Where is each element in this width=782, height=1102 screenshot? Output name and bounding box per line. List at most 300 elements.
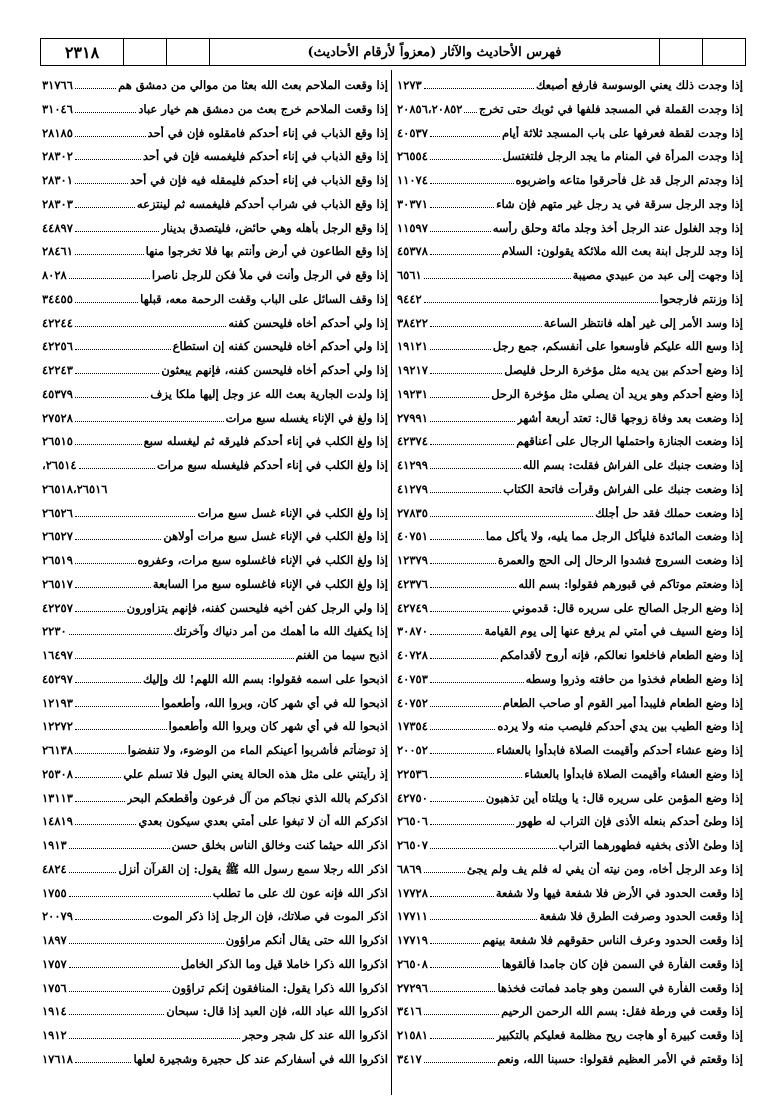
hadith-number: ٢٨٤٦١ xyxy=(42,244,73,259)
index-entry xyxy=(42,672,388,696)
entry-text: إذا ولدت الجارية بعث الله عز وجل إليها ملكا يزف xyxy=(150,386,388,401)
dot-leader xyxy=(430,421,515,422)
index-entry xyxy=(42,981,388,1005)
index-entry xyxy=(42,387,388,411)
index-entry xyxy=(397,316,743,340)
hadith-number: ٢٦٥١٩ xyxy=(42,553,73,567)
entry-text: إذا وقف السائل على الباب وقفت الرحمة معه، قبلها xyxy=(140,291,388,306)
dot-leader xyxy=(430,801,484,802)
entry-text: إذا ولي أحدكم أخاه فليحسن كفنه، فإنهم يبعثون xyxy=(161,363,388,377)
hadith-number: ١٣١١٣ xyxy=(42,790,73,805)
entry-text: إذا وطئ الأذى بخفيه فطهورهما التراب xyxy=(558,838,743,852)
index-entry xyxy=(397,363,743,387)
index-entry xyxy=(397,126,743,150)
dot-leader xyxy=(430,563,496,564)
entry-text: إذا وضعت جنبك على الفراش فقلت: بسم الله xyxy=(522,458,743,472)
hadith-number: ٤٢٢٥٧ xyxy=(42,600,73,615)
entry-text: إذا وضعت بعد وفاة زوجها قال: تعتد أربعة أشهر xyxy=(516,410,743,425)
header-blank-cell xyxy=(166,39,209,65)
hadith-number: ٢٦٥٥٤ xyxy=(397,149,428,164)
entry-text: إذا وقع الذباب في شراب أحدكم فليغمسه ثم لينتزعه xyxy=(136,196,388,211)
dot-leader xyxy=(430,254,500,255)
dot-leader xyxy=(75,207,135,208)
entry-text: إذا وضع الطيب بين يدي أحدكم فليصب منه ولا يرده xyxy=(497,719,743,734)
index-entry xyxy=(397,1004,743,1028)
entry-text: إذا وضعت المائدة فليأكل الرجل مما يليه، ولا يأكل مما xyxy=(485,529,743,544)
dot-leader xyxy=(75,373,160,374)
page-header xyxy=(40,38,746,66)
dot-leader xyxy=(430,136,500,137)
hadith-number: ٣١٠٤٦ xyxy=(42,101,73,116)
dot-leader xyxy=(75,682,141,683)
entry-text: اذكر الموت في صلاتك، فإن الرجل إذا ذكر الموت xyxy=(152,909,388,924)
dot-leader xyxy=(430,397,489,398)
index-entry xyxy=(397,981,743,1005)
entry-text: إذا وضع الطعام فاخلعوا نعالكم، فإنه أروح لأقدامكم xyxy=(500,648,743,662)
entry-text: إذا ولغ الكلب في الإناء غسل سبع مرات xyxy=(197,505,388,520)
hadith-number: ٤٢٧٥٠ xyxy=(397,790,428,805)
hadith-number: ١٩١٢١ xyxy=(397,339,428,354)
entry-text: اذكروا الله ذكرا خاملا قيل وما الذكر الخامل xyxy=(180,956,388,971)
dot-leader xyxy=(69,278,150,279)
index-entry xyxy=(397,173,743,197)
hadith-number: ٨٠٢٨ xyxy=(42,268,67,282)
entry-text: إذا وجد الغلول عند الرجل أخذ وجلد مائة وحلق رأسه xyxy=(492,220,743,235)
entry-text: إذا يكفيك الله ما أهمك من أمر دنياك وآخرتك xyxy=(173,624,388,639)
entry-text: اذكركم بالله الذي نجاكم من آل فرعون وأقطعكم البحر xyxy=(126,790,388,805)
dot-leader xyxy=(75,136,146,137)
dot-leader xyxy=(430,682,524,683)
hadith-number: ٢٦٥٠٨ xyxy=(397,956,428,971)
dot-leader xyxy=(69,1038,240,1039)
entry-text: إذا وجد الرجل سرقة في يد رجل غير متهم فإن شاء xyxy=(496,196,743,211)
hadith-number: ١٢٢٧٢ xyxy=(42,719,73,734)
hadith-number: ٢٨٣٠٢ xyxy=(42,149,73,164)
dot-leader xyxy=(430,231,491,232)
hadith-number: ٢٦٥١٧ xyxy=(42,576,73,591)
dot-leader xyxy=(430,896,494,897)
dot-leader xyxy=(430,159,501,160)
dot-leader xyxy=(69,896,211,897)
dot-leader xyxy=(424,1062,496,1063)
dot-leader xyxy=(75,88,116,89)
hadith-number: ٤٢٢٥٦ xyxy=(42,339,73,354)
index-entry xyxy=(42,624,388,648)
index-entry xyxy=(397,482,743,506)
dot-leader xyxy=(75,516,196,517)
hadith-number: ٢٧٨٣٥ xyxy=(397,505,428,520)
index-entry xyxy=(397,838,743,862)
hadith-number: ١١٠٧٤ xyxy=(397,173,428,187)
entry-text: إذا ولي أحدكم أخاه فليحسن كفنه إن استطاع xyxy=(172,339,388,354)
entry-text: اذكروا الله في أسفاركم عند كل حجيرة وشجيرة لعلها xyxy=(133,1051,388,1066)
entry-text: إذا وسع الله عليكم فأوسعوا على أنفسكم، جمع رجل xyxy=(492,339,743,354)
dot-leader xyxy=(430,848,557,849)
hadith-number: ٢٠٠٧٩ xyxy=(42,909,73,924)
index-entry xyxy=(42,411,388,435)
entry-text: اذكر الله رجلا سمع رسول الله ﷺ يقول: إن القرآن أنزل xyxy=(118,861,388,876)
hadith-number: ٣٤١٦ xyxy=(397,1004,422,1019)
hadith-number: ١٧٧١٩ xyxy=(397,933,428,947)
index-entry xyxy=(397,791,743,815)
dot-leader xyxy=(424,302,658,303)
hadith-number: ٤٠٥٣٧ xyxy=(397,125,428,140)
dot-leader xyxy=(430,516,593,517)
hadith-number: ١٧٥٧ xyxy=(42,956,67,971)
index-entry xyxy=(42,506,388,530)
dot-leader xyxy=(75,183,128,184)
dot-leader xyxy=(430,991,496,992)
hadith-number: ١١٥٩٧ xyxy=(397,220,428,235)
right-column xyxy=(397,78,743,1076)
entry-text: إذا وقعت الملاحم بعث الله بعثا من موالي من دمشق هم xyxy=(118,78,388,92)
hadith-number: ٢٦٥٠٧ xyxy=(397,838,428,852)
page-number: ٢٣١٨ xyxy=(64,42,100,62)
index-entry xyxy=(397,197,743,221)
index-entry xyxy=(42,933,388,957)
dot-leader xyxy=(75,349,171,350)
index-entry xyxy=(397,909,743,933)
dot-leader xyxy=(75,444,142,445)
dot-leader xyxy=(430,349,491,350)
hadith-number: ٤٥٣٧٩ xyxy=(42,386,73,401)
entry-text: إذا وجدت القملة في المسجد فلفها في ثوبك حتى تخرج xyxy=(479,101,743,116)
entry-text: اذبحوا لله في أي شهر كان، وبروا الله، وأطعموا xyxy=(161,695,388,710)
dot-leader xyxy=(75,231,159,232)
hadith-number: ١٨٩٧ xyxy=(42,933,67,947)
hadith-number: ٤٢٧٤٩ xyxy=(397,600,428,615)
dot-leader xyxy=(69,848,170,849)
hadith-number: ١٩١٣ xyxy=(42,838,67,852)
index-entry xyxy=(42,221,388,245)
hadith-number: ٢٢٣٠ xyxy=(42,624,67,639)
index-entry xyxy=(397,553,743,577)
entry-text: إذا وقع الطاعون في أرض وأنتم بها فلا تخرجوا منها xyxy=(145,244,388,259)
hadith-number: ٤٠٧٥١ xyxy=(397,529,428,544)
index-entry xyxy=(42,458,388,482)
dot-leader xyxy=(430,207,494,208)
hadith-number: ٢٧٢٩٦ xyxy=(397,980,428,995)
entry-text: إذا وضع الطعام فليبدأ أمير القوم أو صاحب الطعام xyxy=(502,695,743,710)
hadith-number: ١٩١٢ xyxy=(42,1028,67,1042)
index-entry xyxy=(397,886,743,910)
hadith-number: ١٧٧١١ xyxy=(397,909,428,924)
dot-leader xyxy=(430,1038,494,1039)
entry-text: إذا وقعت الحدود في الأرض فلا شفعة فيها ولا شفعة xyxy=(495,885,743,900)
hadith-number: ٤٢٢٤٣ xyxy=(42,363,73,377)
index-entry xyxy=(42,1028,388,1052)
hadith-number: ٣٤٤٥٥ xyxy=(42,291,73,306)
entry-text: إذا وضع المؤمن على سريره قال: يا ويلتاه أين تذهبون xyxy=(485,790,743,805)
index-entry xyxy=(397,624,743,648)
left-column xyxy=(42,78,388,1076)
entry-text: إذا وجدتم الرجل قد غل فأحرقوا متاعه واضربوه xyxy=(515,173,743,187)
index-entry xyxy=(42,434,388,458)
dot-leader xyxy=(430,824,514,825)
dot-leader xyxy=(75,753,126,754)
hadith-number: ١٦٤٩٧ xyxy=(42,648,73,662)
entry-text: إذا وضع أحدكم بين يديه مثل مؤخرة الرحل فليصل xyxy=(504,363,743,377)
hadith-number: ٤٤٨٩٧ xyxy=(42,220,73,235)
hadith-number: ٢٢٥٣٦ xyxy=(397,766,428,781)
index-entry xyxy=(397,78,743,102)
hadith-number: ٢٨٣٠١ xyxy=(42,173,73,187)
entry-text: إذا وقعت الفأرة في السمن فإن كان جامدا فألقوها xyxy=(501,956,743,971)
index-entry xyxy=(397,506,743,530)
dot-leader xyxy=(430,919,537,920)
hadith-number: ٢٦٥٢٧ xyxy=(42,529,73,544)
index-entry xyxy=(42,743,388,767)
entry-text: إذا وزنتم فارجحوا xyxy=(659,291,743,306)
index-entry xyxy=(397,339,743,363)
index-entry xyxy=(42,197,388,221)
hadith-number: ٤٨٢٤ xyxy=(42,861,67,876)
entry-text: إذا وضع العشاء وأقيمت الصلاة فابدأوا بالعشاء xyxy=(524,766,743,781)
entry-text: إذا وضعت السروج فشدوا الرحال إلى الحج والعمرة xyxy=(497,553,743,567)
entry-text: إذا وقعت الحدود وصرفت الطرق فلا شفعة xyxy=(539,909,743,924)
index-entry xyxy=(397,411,743,435)
index-entry xyxy=(397,601,743,625)
hadith-number: ٣٠٣٧١ xyxy=(397,196,428,211)
hadith-number: ١٤٨١٩ xyxy=(42,814,73,829)
dot-leader xyxy=(430,587,516,588)
dot-leader xyxy=(464,112,477,113)
dot-leader xyxy=(75,563,136,564)
page-title: فهرس الأحاديث والآثار (معزواً لأرقام الأحاديث) xyxy=(209,39,659,65)
entry-text: إذا وضع الطعام فخذوا من حافته وذروا وسطه xyxy=(525,671,743,686)
index-entry xyxy=(397,221,743,245)
index-entry xyxy=(42,814,388,838)
dot-leader xyxy=(424,278,571,279)
entry-text: إذا وضعتم موتاكم في قبورهم فقولوا: بسم الله xyxy=(518,576,743,591)
entry-text: إذا ولغ الكلب في الإناء فاغسلوه سبع مرات، وعفروه xyxy=(137,553,388,567)
index-entry xyxy=(397,862,743,886)
index-entry xyxy=(42,268,388,292)
dot-leader xyxy=(430,492,501,493)
index-entry xyxy=(397,149,743,173)
entry-text: إذا وجدت لقطة فعرفها على باب المسجد ثلاثة أيام xyxy=(502,125,743,140)
index-entry xyxy=(397,434,743,458)
entry-text: إذا ولي أحدكم أخاه فليحسن كفنه xyxy=(228,315,388,330)
dot-leader xyxy=(69,872,117,873)
index-entry xyxy=(397,268,743,292)
index-entry xyxy=(42,1052,388,1076)
index-entry xyxy=(42,696,388,720)
index-entry xyxy=(397,743,743,767)
entry-text: إذا وقعتم في الأمر العظيم فقولوا: حسبنا الله، ونعم xyxy=(497,1051,743,1066)
hadith-number: ٤٠٧٥٣ xyxy=(397,671,428,686)
dot-leader xyxy=(75,302,138,303)
index-entry xyxy=(397,387,743,411)
entry-text: اذكروا الله ذكرا يقول: المنافقون إنكم تراؤون xyxy=(172,980,388,995)
header-blank-cell xyxy=(659,39,702,65)
index-entry xyxy=(42,957,388,981)
dot-leader xyxy=(69,967,179,968)
dot-leader xyxy=(424,872,465,873)
index-entry xyxy=(397,719,743,743)
index-entry xyxy=(42,1004,388,1028)
entry-text: إذا وقع في الرجل وأنت في ملأ فكن للرجل ناصرا xyxy=(151,268,388,282)
index-entry xyxy=(397,933,743,957)
index-entry xyxy=(42,791,388,815)
dot-leader xyxy=(75,706,159,707)
index-entry xyxy=(397,458,743,482)
index-entry xyxy=(397,767,743,791)
dot-leader xyxy=(75,777,121,778)
entry-text: إذا وضع أحدكم وهو يريد أن يصلي مثل مؤخرة الرحل xyxy=(491,386,743,401)
hadith-number: ٤٢٣٧٦ xyxy=(397,576,428,591)
index-entry xyxy=(397,529,743,553)
index-entry xyxy=(397,102,743,126)
hadith-number: ١٩٢٣١ xyxy=(397,386,428,401)
hadith-number: ٢٧٥٢٨ xyxy=(42,410,73,425)
dot-leader xyxy=(430,183,514,184)
header-blank-cell xyxy=(702,39,745,65)
dot-leader xyxy=(69,991,170,992)
hadith-number: ٣٨٤٢٢ xyxy=(397,315,428,330)
entry-text: إذا ولغ الكلب في إناء أحدكم فليغسله سبع مرات xyxy=(156,458,388,472)
index-entry xyxy=(42,577,388,601)
index-entry xyxy=(42,719,388,743)
index-entry xyxy=(397,292,743,316)
hadith-number: ١٧٣٥٤ xyxy=(397,719,428,734)
hadith-number: ٢٨٣٠٣ xyxy=(42,196,73,211)
dot-leader xyxy=(430,611,510,612)
index-entry xyxy=(42,339,388,363)
index-entry xyxy=(42,173,388,197)
entry-text: اذكروا الله عند كل شجر وحجر xyxy=(242,1028,388,1042)
index-entry xyxy=(397,648,743,672)
entry-text: إذا ولغ الكلب في الإناء غسل سبع مرات أولاهن xyxy=(163,529,388,544)
index-entry xyxy=(397,814,743,838)
entry-text: إذا وقع الرجل بأهله وهي حائض، فليتصدق بدينار xyxy=(160,220,388,235)
dot-leader xyxy=(430,967,500,968)
dot-leader xyxy=(69,634,172,635)
index-entry xyxy=(42,529,388,553)
entry-text: إذا وضعت الجنازة واحتملها الرجال على أعناقهم xyxy=(516,434,743,449)
entry-text: إذا وقعت الفأرة في السمن وهو جامد فماتت فخذها xyxy=(497,980,743,995)
dot-leader xyxy=(430,729,495,730)
entry-text: إذا وضع عشاء أحدكم وأقيمت الصلاة فابدأوا بالعشاء xyxy=(496,743,743,757)
index-entry xyxy=(42,363,388,387)
entry-text: إذا وقع الذباب في إناء أحدكم فليمقله فيه فإن في أحد xyxy=(129,173,388,187)
hadith-number: ٤٢٣٧٤ xyxy=(397,434,428,449)
index-entry xyxy=(42,244,388,268)
index-entry xyxy=(42,767,388,791)
dot-leader xyxy=(75,824,137,825)
dot-leader xyxy=(75,326,226,327)
index-entry xyxy=(397,957,743,981)
entry-text: اذكركم الله أن لا تبغوا على أمتي بعدي سيكون بعدي xyxy=(138,814,388,829)
hadith-number: ٢٦١٣٨ xyxy=(42,743,73,757)
entry-text: اذكر الله حيثما كنت وخالق الناس بخلق حسن xyxy=(171,838,388,852)
index-entry xyxy=(42,126,388,150)
dot-leader xyxy=(75,729,167,730)
hadith-number: ٤١٢٧٩ xyxy=(397,481,428,496)
entry-text: إذا وسد الأمر إلى غير أهله فانتظر الساعة xyxy=(543,315,743,330)
dot-leader xyxy=(75,919,151,920)
dot-leader xyxy=(75,539,161,540)
entry-text: إذا وجدت ذلك يعني الوسوسة فارفع أصبعك xyxy=(535,78,743,92)
dot-leader xyxy=(430,468,521,469)
hadith-number: ١٢١٩٣ xyxy=(42,695,73,710)
hadith-number: ٢١٥٨١ xyxy=(397,1028,428,1042)
hadith-number: ٢٦٥٠٦ xyxy=(397,814,428,829)
index-entry xyxy=(42,601,388,625)
hadith-number: ٢٥٣٠٨ xyxy=(42,766,73,781)
dot-leader xyxy=(69,943,224,944)
dot-leader xyxy=(430,373,502,374)
hadith-number: ١٧٧٢٨ xyxy=(397,885,428,900)
entry-text: اذبحوا لله في أي شهر كان وبروا الله وأطعموا xyxy=(168,719,388,734)
dot-leader xyxy=(424,88,534,89)
column-divider xyxy=(391,70,392,1095)
dot-leader xyxy=(75,421,224,422)
hadith-number: ١٩٢١٧ xyxy=(397,363,428,377)
entry-text: إذ توضأتم فأشربوا أعينكم الماء من الوضوء، ولا تنفضوا xyxy=(127,743,388,757)
hadith-number: ٩٤٤٢ xyxy=(397,291,422,306)
index-entry xyxy=(397,1052,743,1076)
hadith-number: ٣١٧٦٦ xyxy=(42,78,73,92)
dot-leader xyxy=(75,112,136,113)
index-entry xyxy=(42,648,388,672)
entry-text: إذا وضعت حملك فقد حل أجلك xyxy=(595,505,743,520)
entry-text: إذا ولغ الكلب في الإناء فاغسلوه سبع مرا السابعة xyxy=(152,576,388,591)
index-entry xyxy=(42,862,388,886)
hadith-number: ٤٢٢٤٤ xyxy=(42,315,73,330)
hadith-number: ٢٦٥١٤، xyxy=(42,458,77,472)
hadith-number: ٤٥٢٩٧ xyxy=(42,671,73,686)
entry-text: إذا وجدت المرأة في المنام ما يجد الرجل فلتغتسل xyxy=(502,149,743,164)
index-entry xyxy=(42,482,388,506)
index-entry xyxy=(42,553,388,577)
dot-leader xyxy=(430,326,542,327)
hadith-number: ٦٨٦٩ xyxy=(397,861,422,876)
entry-text: إذا وقعت في ورطة فقل: بسم الله الرحمن الرحيم xyxy=(501,1004,743,1019)
hadith-number: ٢٠٨٥٦،٢٠٨٥٢ xyxy=(397,101,463,116)
dot-leader xyxy=(430,753,494,754)
hadith-number: ٢٦٥١٨،٢٦٥١٦ xyxy=(42,481,108,496)
entry-text: اذبح سيما من الغنم xyxy=(295,648,388,662)
hadith-number: ١٢٣٧٩ xyxy=(397,553,428,567)
entry-text: إذا وضع الرجل الصالح على سريره قال: قدموني xyxy=(512,600,743,615)
hadith-number: ١٧٦١٨ xyxy=(42,1051,73,1066)
entry-text: إذا وقعت الحدود وعرف الناس حقوقهم فلا شفعة بينهم xyxy=(482,933,743,947)
index-entry xyxy=(42,292,388,316)
entry-text: اذكروا الله عباد الله، فإن العبد إذا قال: سبحان xyxy=(166,1004,388,1019)
dot-leader xyxy=(430,634,482,635)
entry-text: إذ رأيتني على مثل هذه الحالة يعني البول فلا تسلم علي xyxy=(123,766,388,781)
hadith-number: ١٩١٤ xyxy=(42,1004,67,1019)
dot-leader xyxy=(75,397,149,398)
entry-text: إذا وقعت الملاحم خرج بعث من دمشق هم خيار عباد xyxy=(138,101,388,116)
entry-text: اذبحوا على اسمه فقولوا: بسم الله اللهم! لك وإليك xyxy=(142,671,388,686)
entry-text: إذا وضع السيف في أمتي لم يرفع عنها إلى يوم القيامة xyxy=(484,624,743,639)
hadith-number: ٣٠٨٧٠ xyxy=(397,624,428,639)
hadith-number: ٢٦٥٢٦ xyxy=(42,505,73,520)
dot-leader xyxy=(75,587,151,588)
index-entry xyxy=(42,78,388,102)
hadith-number: ٢٦٥١٥ xyxy=(42,434,73,449)
dot-leader xyxy=(75,611,125,612)
entry-text: إذا وطئ أحدكم بنعله الأذى فإن التراب له طهور xyxy=(516,814,743,829)
entry-text: إذا وقع الذباب في إناء أحدكم فليغمسه فإن في أحد xyxy=(142,149,388,164)
hadith-number: ٢٨١٨٥ xyxy=(42,125,73,140)
entry-text: إذا وجد للرجل ابنة بعث الله ملائكة يقولون: السلام xyxy=(501,244,743,259)
dot-leader xyxy=(79,468,155,469)
entry-text: إذا وقعت كبيرة أو هاجت ريح مظلمة فعليكم بالتكبير xyxy=(496,1028,743,1042)
dot-leader xyxy=(430,943,481,944)
